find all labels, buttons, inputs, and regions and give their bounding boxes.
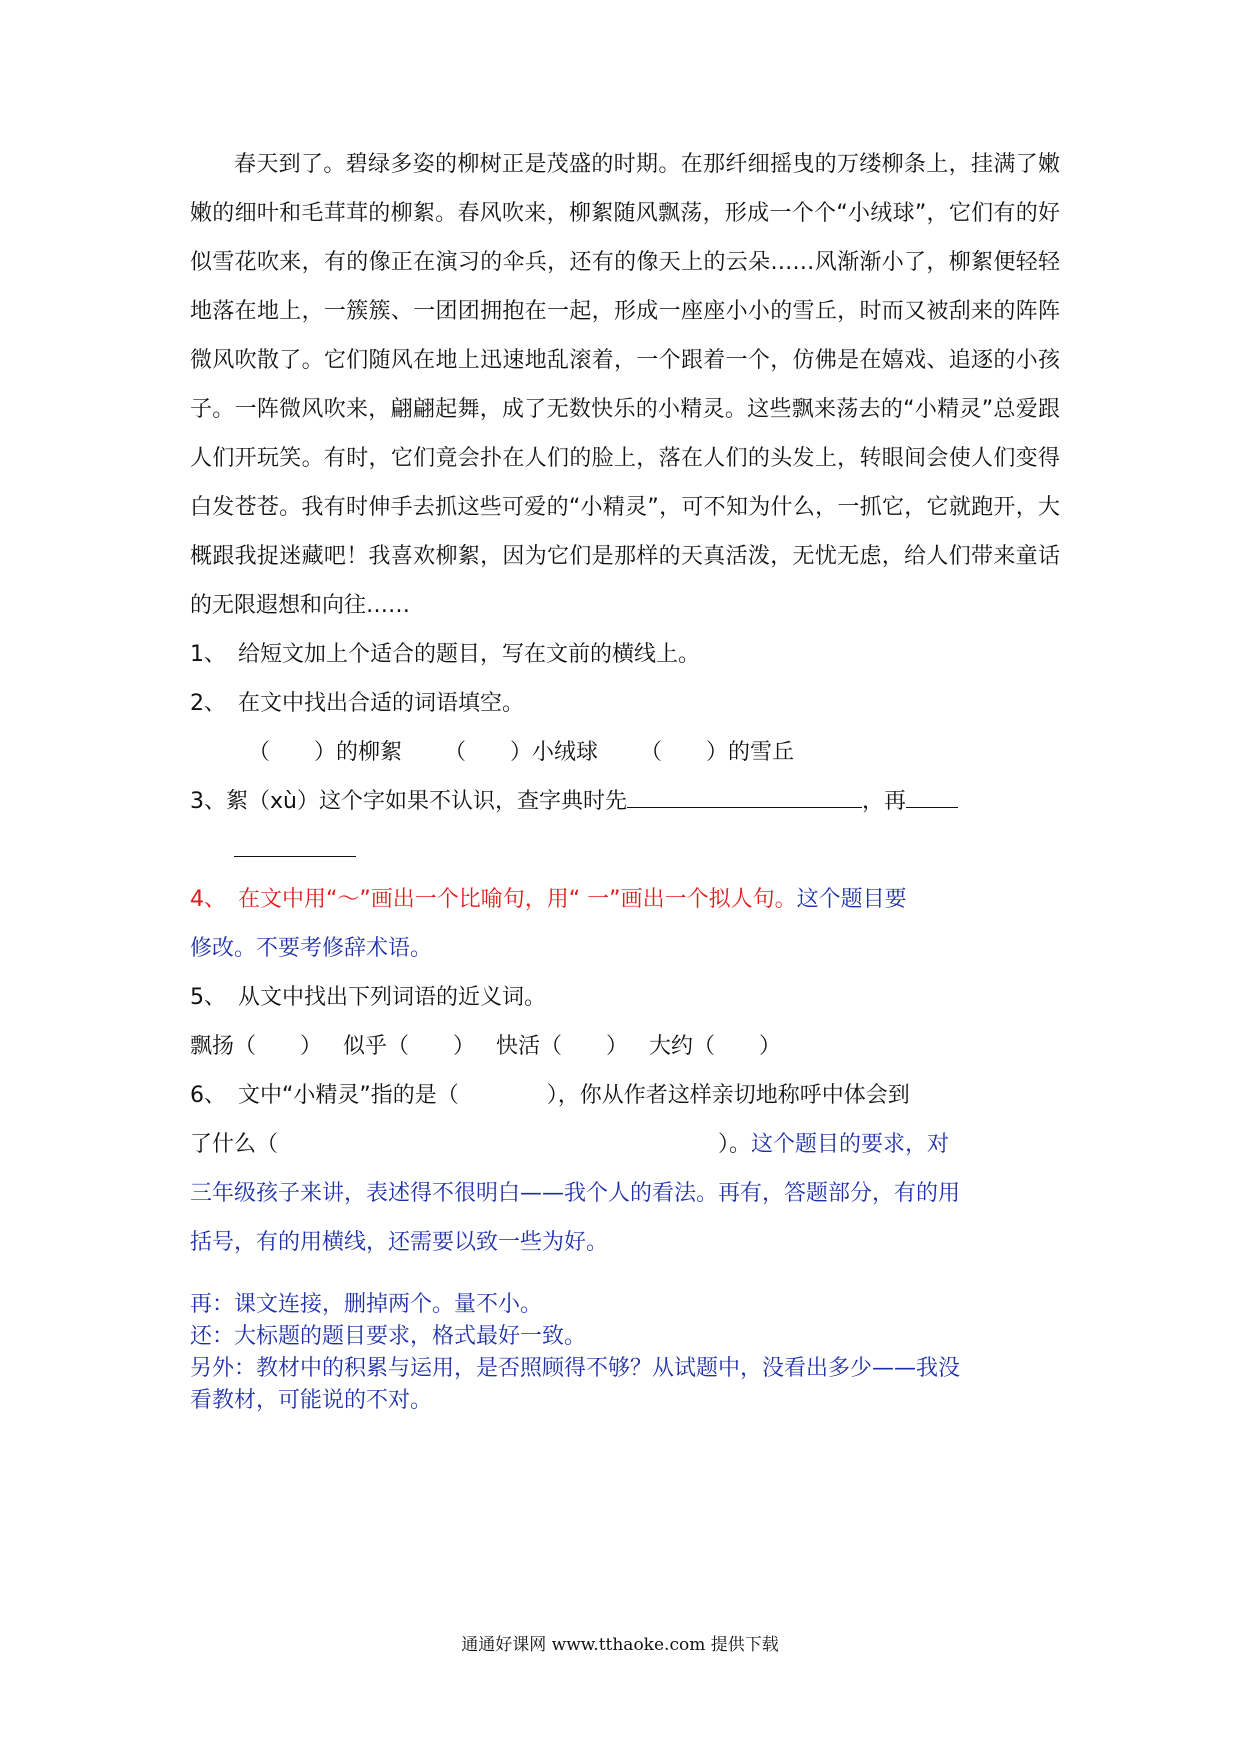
review-comment: 这个题目要 [796, 887, 907, 912]
page-footer: 通通好课网 www.tthaoke.com 提供下载 [461, 1635, 779, 1655]
synonym-row [190, 1022, 1060, 1071]
question-number: 4、 [190, 887, 226, 912]
fill-blank: （ ）的柳絮 [248, 740, 403, 765]
review-comment-line: 修改。不要考修辞术语。 [190, 936, 433, 961]
question-2 [190, 679, 1060, 728]
question-number: 6、 [190, 1083, 226, 1108]
question-text: 在文中用“～”画出一个比喻句，用“ 一”画出一个拟人句。 [238, 887, 797, 912]
question-text: ，再 [861, 789, 906, 814]
question-text: 给短文加上个适合的题目，写在文前的横线上。 [238, 642, 701, 667]
answer-line-row [190, 826, 1060, 875]
synonym-item: 大约（ ） [649, 1034, 782, 1059]
review-note: 还：大标题的题目要求，格式最好一致。 [190, 1324, 587, 1349]
review-notes [190, 1289, 1060, 1417]
question-1 [190, 630, 1060, 679]
review-comment: 这个题目的要求，对 [751, 1132, 950, 1157]
question-4 [190, 875, 1060, 924]
synonym-item: 似乎（ ） [343, 1034, 476, 1059]
question-number: 5、 [190, 985, 226, 1010]
review-comment-line: 三年级孩子来讲，表述得不很明白——我个人的看法。再有，答题部分，有的用 [190, 1181, 961, 1206]
fill-blank: （ ）的雪丘 [639, 740, 794, 765]
review-note: 再：课文连接，删掉两个。量不小。 [190, 1292, 543, 1317]
answer-line [906, 783, 958, 808]
passage-text: 春天到了。碧绿多姿的柳树正是茂盛的时期。在那纤细摇曳的万缕柳条上，挂满了嫩嫩的细叶和毛茸茸的柳絮。春风吹来，柳絮随风飘荡，形成一个个“小绒球”，它们有的好似雪花吹来，有的像正在演习的伞兵，还有的像天上的云朵……风渐渐小了，柳絮便轻轻地落在地上，一簇簇、一团团拥抱在一起，形成一座座小小的雪丘，时而又被刮来的阵阵微风吹散了。它们随风在地上迅速地乱滚着，一个跟着一个，仿佛是在嬉戏、追逐的小孩子。一阵微风吹来，翩翩起舞，成了无数快乐的小精灵。这些飘来荡去的“小精灵”总爱跟人们开玩笑。有时，它们竟会扑在人们的脸上，落在人们的头发上，转眼间会使人们变得白发苍苍。我有时伸手去抓这些可爱的“小精灵”，可不知为什么，一抓它，它就跑开，大概跟我捉迷藏吧！我喜欢柳絮，因为它们是那样的天真活泼，无忧无虑，给人们带来童话的无限遐想和向往…… [190, 152, 1060, 618]
question-text: 了什么（ [190, 1132, 279, 1157]
answer-line [234, 832, 356, 857]
question-6 [190, 1071, 1060, 1120]
question-text: 3、絮（xù）这个字如果不认识，查字典时先 [190, 789, 627, 814]
fill-blank-row [190, 728, 1060, 777]
question-text: 文中“小精灵”指的是（ ），你从作者这样亲切地称呼中体会到 [238, 1083, 910, 1108]
answer-line [627, 783, 862, 808]
fill-blank: （ ）小绒球 [443, 740, 598, 765]
review-note: 看教材，可能说的不对。 [190, 1388, 433, 1413]
question-text: 在文中找出合适的词语填空。 [238, 691, 525, 716]
question-text: 从文中找出下列词语的近义词。 [238, 985, 547, 1010]
question-3 [190, 777, 1060, 826]
synonym-item: 飘扬（ ） [190, 1034, 323, 1059]
question-number: 2、 [190, 691, 226, 716]
question-number: 1、 [190, 642, 226, 667]
synonym-item: 快活（ ） [496, 1034, 629, 1059]
question-5 [190, 973, 1060, 1022]
question-6-line-2 [190, 1120, 1060, 1169]
worksheet-page [190, 140, 1060, 1417]
review-comment-line: 括号，有的用横线，还需要以致一些为好。 [190, 1230, 609, 1255]
review-note: 另外：教材中的积累与运用，是否照顾得不够？从试题中，没看出多少——我没 [190, 1356, 961, 1381]
question-text: ）。 [718, 1132, 752, 1157]
